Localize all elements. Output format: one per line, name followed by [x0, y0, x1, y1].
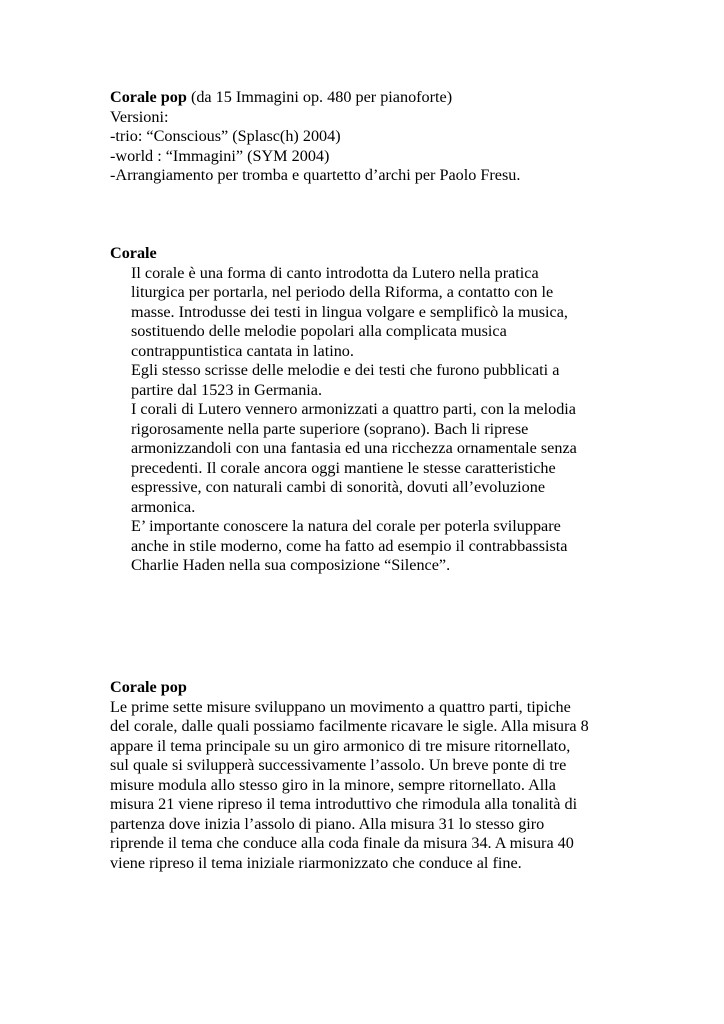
- corale-pop-paragraph-line: viene ripreso il tema iniziale riarmonizzato che conduce al fine.: [110, 853, 522, 872]
- corale-paragraph-line: E’ importante conoscere la natura del corale per poterla sviluppare: [131, 517, 561, 535]
- intro-title-bold: Corale pop: [110, 88, 187, 106]
- corale-paragraph-line: contrappuntistica cantata in latino.: [131, 341, 354, 360]
- corale-pop-paragraph-line: partenza dove inizia l’assolo di piano. Alla misura 31 lo stesso giro: [110, 814, 545, 833]
- corale-pop-paragraph-line: riprende il tema che conduce alla coda finale da misura 34. A misura 40: [110, 834, 574, 852]
- intro-section: [110, 88, 610, 186]
- corale-pop-paragraph-line: misure modula allo stesso giro in la minore, sempre ritornellato. Alla: [110, 775, 556, 794]
- corale-pop-paragraph-line: appare il tema principale su un giro armonico di tre misure ritornellato,: [110, 736, 571, 755]
- corale-paragraph-line: sostituendo delle melodie popolari alla complicata musica: [131, 322, 507, 340]
- corale-pop-section: [110, 678, 610, 873]
- corale-paragraph-line: anche in stile moderno, come ha fatto ad esempio il contrabbassista: [131, 536, 568, 555]
- corale-paragraph-line: Charlie Haden nella sua composizione “Silence”.: [131, 556, 451, 574]
- corale-paragraph-line: Egli stesso scrisse delle melodie e dei testi che furono pubblicati a: [131, 361, 560, 379]
- corale-paragraph-line: Il corale è una forma di canto introdotta da Lutero nella pratica: [131, 263, 539, 282]
- corale-paragraph-line: liturgica per portarla, nel periodo della Riforma, a contatto con le: [131, 283, 554, 301]
- corale-heading: Corale: [110, 244, 157, 262]
- intro-line: Versioni:: [110, 107, 169, 126]
- corale-pop-paragraph-line: misura 21 viene ripreso il tema introduttivo che rimodula alla tonalità di: [110, 795, 578, 813]
- corale-paragraph-line: I corali di Lutero vennero armonizzati a quattro parti, con la melodia: [131, 400, 576, 418]
- corale-pop-paragraph-line: Le prime sette misure sviluppano un movimento a quattro parti, tipiche: [110, 697, 571, 716]
- intro-line: -world : “Immagini” (SYM 2004): [110, 146, 330, 165]
- corale-paragraph-line: rigorosamente nella parte superiore (soprano). Bach li riprese: [131, 419, 529, 438]
- corale-paragraph-line: precedenti. Il corale ancora oggi mantiene le stesse caratteristiche: [131, 458, 556, 477]
- intro-line: -Arrangiamento per tromba e quartetto d’archi per Paolo Fresu.: [110, 166, 521, 184]
- corale-pop-heading: Corale pop: [110, 678, 187, 696]
- corale-paragraph-line: partire dal 1523 in Germania.: [131, 380, 323, 399]
- corale-pop-paragraph-line: sul quale si svilupperà successivamente l’assolo. Un breve ponte di tre: [110, 756, 567, 774]
- intro-title-rest: (da 15 Immagini op. 480 per pianoforte): [186, 88, 453, 106]
- corale-paragraph-line: espressive, con naturali cambi di sonorità, dovuti all’evoluzione: [131, 478, 546, 496]
- intro-title: [110, 88, 610, 108]
- corale-paragraph-line: armonica.: [131, 497, 196, 516]
- corale-paragraph-line: masse. Introdusse dei testi in lingua volgare e semplificò la musica,: [131, 302, 568, 321]
- corale-section: [110, 244, 610, 576]
- corale-paragraph-line: armonizzandoli con una fantasia ed una ricchezza ornamentale senza: [131, 439, 577, 457]
- intro-line: -trio: “Conscious” (Splasc(h) 2004): [110, 127, 341, 145]
- corale-pop-paragraph-line: del corale, dalle quali possiamo facilmente ricavare le sigle. Alla misura 8: [110, 717, 589, 735]
